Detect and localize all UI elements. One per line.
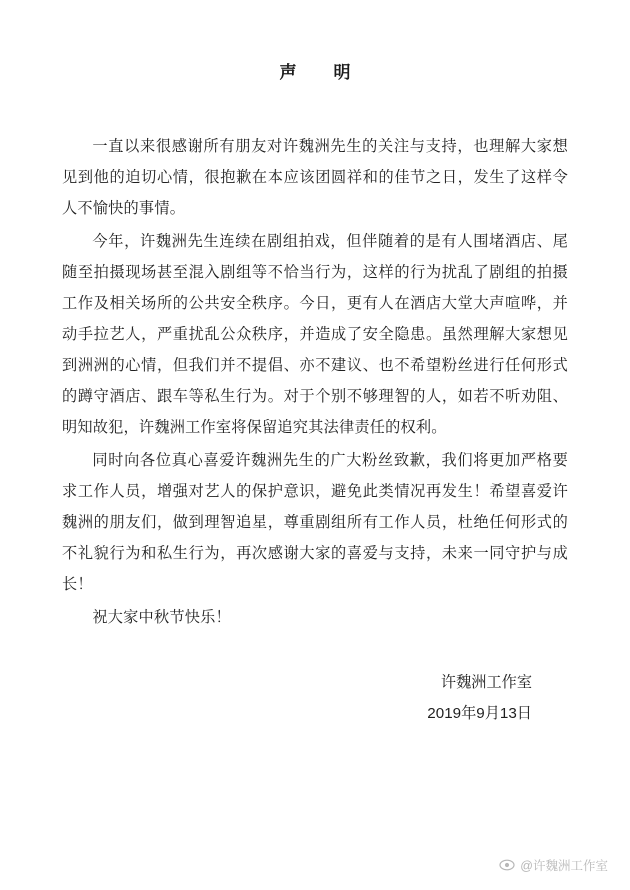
paragraph: 同时向各位真心喜爱许魏洲先生的广大粉丝致歉，我们将更加严格要求工作人员，增强对艺人的保护意识，避免此类情况再发生！希望喜爱许魏洲的朋友们，做到理智追星，尊重剧组所有工作人员，杜绝任何形式的不礼貌行为和私生行为，再次感谢大家的喜爱与支持，未来一同守护与成长！: [62, 452, 568, 593]
signature-date: 2019年9月13日: [427, 705, 532, 722]
signature-name: 许魏洲工作室: [440, 674, 532, 691]
paragraph: 一直以来很感谢所有朋友对许魏洲先生的关注与支持，也理解大家想见到他的迫切心情，很抱歉在本应该团圆祥和的佳节之日，发生了这样令人不愉快的事情。: [62, 138, 568, 217]
watermark: [499, 856, 608, 874]
signature-block: [62, 667, 568, 729]
weibo-eye-icon: [499, 857, 515, 873]
document-body: [62, 131, 568, 633]
page-title: 声 明: [279, 63, 361, 82]
paragraph: 祝大家中秋节快乐！: [92, 609, 231, 626]
paragraph: 今年，许魏洲先生连续在剧组拍戏，但伴随着的是有人围堵酒店、尾随至拍摄现场甚至混入剧组等不恰当行为，这样的行为扰乱了剧组的拍摄工作及相关场所的公共安全秩序。今日，更有人在酒店大堂大声喧哗，并动手拉艺人，严重扰乱公众秩序，并造成了安全隐患。虽然理解大家想见到洲洲的心情，但我们并不提倡、亦不建议、也不希望粉丝进行任何形式的蹲守酒店、跟车等私生行为。对于个别不够理智的人，如若不听劝阻、明知故犯，许魏洲工作室将保留追究其法律责任的权利。: [62, 233, 568, 436]
watermark-text: @许魏洲工作室: [520, 859, 608, 873]
